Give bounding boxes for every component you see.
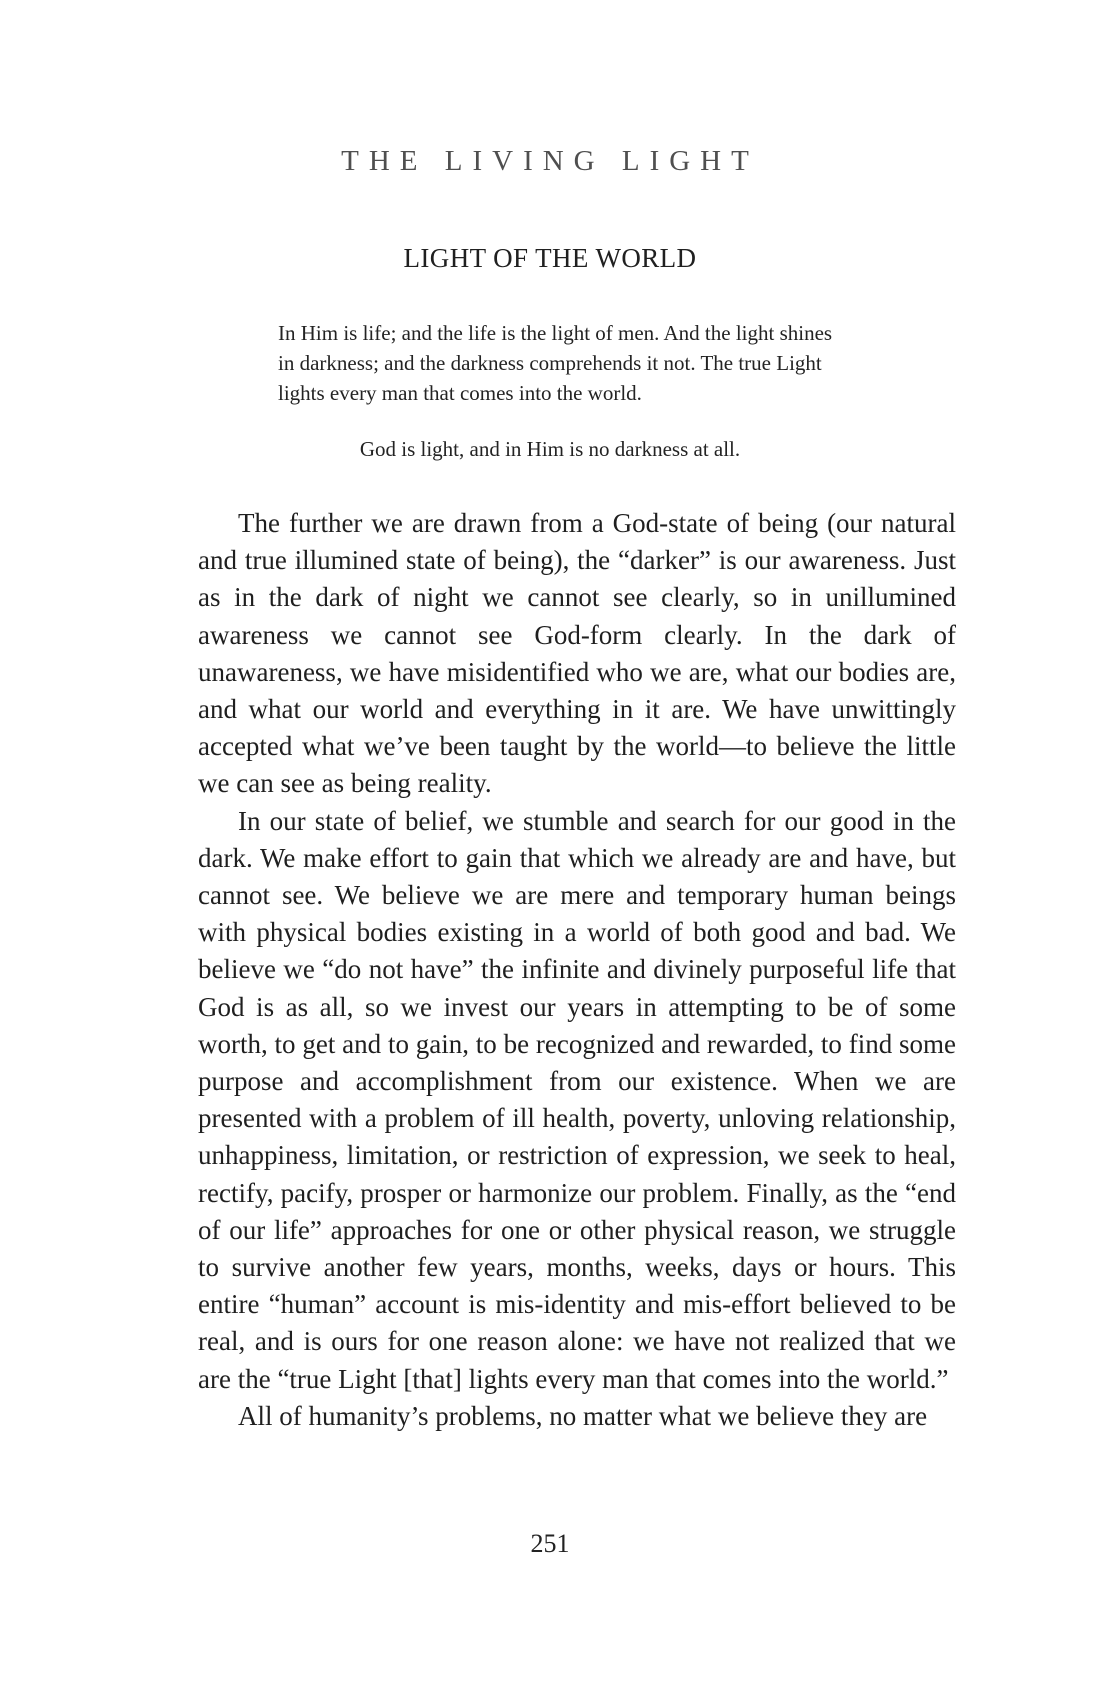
running-head: THE LIVING LIGHT	[341, 145, 759, 177]
body-text	[198, 505, 956, 1435]
epigraph-second: God is light, and in Him is no darkness at all.	[359, 437, 741, 461]
body-paragraph: In our state of belief, we stumble and search for our good in the dark. We make effort to gain that which we already are and have, but cannot see. We believe we are mere and temporary human beings with physical bodies existing in a world of both good and bad. We believe we “do not have” the infinite and divinely purposeful life that God is as all, so we invest our years in attempting to be of some worth, to get and to gain, to be recognized and rewarded, to find some purpose and accomplishment from our existence. When we are presented with a problem of ill health, poverty, unloving relationship, unhappiness, limitation, or restriction of expression, we seek to heal, rectify, pacify, prosper or harmonize our problem. Finally, as the “end of our life” approaches for one or other physical reason, we struggle to survive another few years, months, weeks, days or hours. This entire “human” account is mis-identity and mis-effort believed to be real, and is ours for one reason alone: we have not realized that we are the “true Light [that] lights every man that comes into the world.”	[198, 805, 956, 1394]
epigraph-scripture: In Him is life; and the life is the light of men. And the light shines in darkness; and the darkness comprehends it not. The true Light lights every man that comes into the world.	[278, 321, 833, 405]
body-paragraph: All of humanity’s problems, no matter what we believe they are	[238, 1400, 928, 1431]
body-paragraph: The further we are drawn from a God-state of being (our natural and true illumined state of being), the “darker” is our awareness. Just as in the dark of night we cannot see clearly, so in unillumined awareness we cannot see God-form clearly. In the dark of unawareness, we have misidentified who we are, what our bodies are, and what our world and everything in it are. We have unwittingly accepted what we’ve been taught by the world—to believe the little we can see as being reality.	[198, 508, 956, 799]
page-number: 251	[530, 1529, 570, 1558]
chapter-title: LIGHT OF THE WORLD	[403, 243, 697, 273]
